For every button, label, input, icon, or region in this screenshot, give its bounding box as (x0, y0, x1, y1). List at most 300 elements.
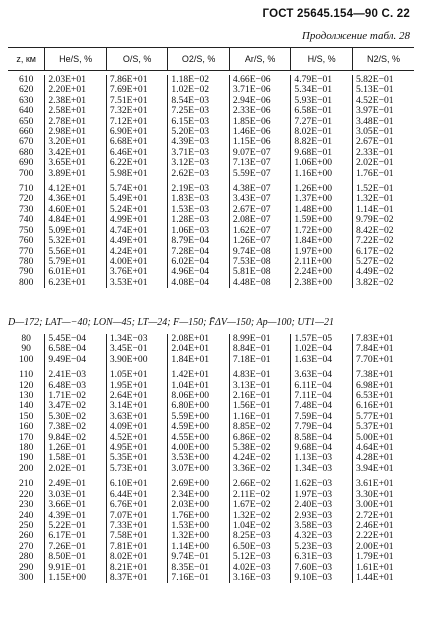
value-cell: 1.16E+00 (291, 169, 353, 179)
table-row (8, 278, 414, 288)
value-cell: 2.62E−03 (168, 169, 230, 179)
value-cell: 1.67E−02 (229, 500, 291, 510)
value-cell: 4.84E+01 (45, 215, 107, 225)
altitude-cell: 660 (18, 126, 34, 138)
value-cell: 1.28E−03 (168, 215, 230, 225)
value-cell: 2.66E−02 (229, 479, 291, 489)
value-cell: 1.58E−01 (45, 453, 107, 463)
value-cell: 4.64E+01 (352, 443, 414, 453)
value-cell: 5.74E+01 (106, 184, 168, 194)
value-cell: 3.63E+01 (106, 412, 168, 422)
value-cell: 4.39E−01 (45, 511, 107, 521)
value-cell: 7.51E+01 (106, 96, 168, 106)
table-row (8, 464, 414, 474)
table-row (8, 355, 414, 365)
column-header: H/S, % (291, 48, 353, 71)
value-cell: 1.16E−01 (229, 412, 291, 422)
value-cell: 5.24E+01 (106, 205, 168, 215)
altitude-cell: 230 (18, 499, 34, 511)
value-cell: 2.19E−03 (168, 184, 230, 194)
standard-header: ГОСТ 25645.154—90 С. 22 (262, 8, 410, 20)
value-cell: 4.83E−01 (229, 370, 291, 380)
altitude-cell: 190 (18, 452, 34, 464)
value-cell: 2.78E+01 (45, 117, 107, 127)
value-cell: 3.89E+01 (45, 169, 107, 179)
value-cell: 5.59E+00 (168, 412, 230, 422)
value-cell: 5.13E−01 (352, 85, 414, 95)
column-header-row (8, 48, 414, 71)
value-cell: 7.13E−07 (229, 158, 291, 168)
value-cell: 2.02E−01 (352, 158, 414, 168)
altitude-cell: 170 (18, 431, 34, 443)
value-cell: 1.62E−07 (229, 226, 291, 236)
value-cell: 7.12E+01 (106, 117, 168, 127)
value-cell: 5.09E+01 (45, 226, 107, 236)
value-cell: 1.72E+00 (291, 226, 353, 236)
value-cell: 8.02E−01 (291, 127, 353, 137)
value-cell: 4.99E+01 (106, 215, 168, 225)
value-cell: 1.15E+00 (45, 573, 107, 583)
altitude-cell: 160 (18, 421, 34, 433)
value-cell: 6.58E−01 (291, 106, 353, 116)
value-cell: 7.26E−01 (45, 542, 107, 552)
value-cell: 5.32E+01 (45, 236, 107, 246)
value-cell: 5.98E+01 (106, 169, 168, 179)
value-cell: 2.98E+01 (45, 127, 107, 137)
value-cell: 2.03E+01 (45, 75, 107, 85)
altitude-cell: 760 (18, 235, 34, 247)
altitude-cell: 210 (18, 478, 34, 490)
altitude-cell: 140 (18, 400, 34, 412)
value-cell: 5.37E+01 (352, 422, 414, 432)
value-cell: 6.11E−04 (291, 381, 353, 391)
value-cell: 4.32E−03 (291, 531, 353, 541)
value-cell: 1.44E+01 (352, 573, 414, 583)
altitude-cell: 640 (18, 105, 34, 117)
value-cell: 1.42E+01 (168, 370, 230, 380)
value-cell: 6.44E+01 (106, 490, 168, 500)
value-cell: 1.53E+00 (168, 521, 230, 531)
value-cell: 2.41E−03 (45, 370, 107, 380)
value-cell: 1.26E−07 (229, 236, 291, 246)
value-cell: 4.59E+00 (168, 422, 230, 432)
value-cell: 1.59E+00 (291, 215, 353, 225)
value-cell: 3.48E−01 (352, 117, 414, 127)
value-cell: 7.27E−01 (291, 117, 353, 127)
value-cell: 3.90E+00 (106, 355, 168, 365)
value-cell: 3.07E+00 (168, 464, 230, 474)
column-header: Ar/S, % (229, 48, 291, 71)
value-cell: 2.08E+01 (168, 334, 230, 344)
value-cell: 9.91E−01 (45, 563, 107, 573)
value-cell: 5.00E+01 (352, 433, 414, 443)
altitude-cell: 180 (18, 442, 34, 454)
value-cell: 4.00E+01 (106, 257, 168, 267)
value-cell: 1.48E+00 (291, 205, 353, 215)
value-cell: 6.80E+00 (168, 401, 230, 411)
altitude-cell: 120 (18, 379, 34, 391)
value-cell: 7.38E−02 (45, 422, 107, 432)
value-cell: 6.01E+01 (45, 267, 107, 277)
value-cell: 8.84E−01 (229, 344, 291, 354)
value-cell: 9.74E−08 (229, 247, 291, 257)
value-cell: 2.38E+01 (45, 96, 107, 106)
value-cell: 7.32E+01 (106, 106, 168, 116)
value-cell: 2.22E+01 (352, 531, 414, 541)
value-cell: 7.86E+01 (106, 75, 168, 85)
value-cell: 7.79E−04 (291, 422, 353, 432)
value-cell: 4.12E+01 (45, 184, 107, 194)
column-header: O/S, % (106, 48, 168, 71)
value-cell: 1.79E+01 (352, 552, 414, 562)
value-cell: 3.76E+01 (106, 267, 168, 277)
value-cell: 3.82E−02 (352, 278, 414, 288)
value-cell: 5.49E+01 (106, 194, 168, 204)
value-cell: 1.76E−01 (352, 169, 414, 179)
altitude-cell: 610 (18, 74, 34, 85)
value-cell: 1.34E−03 (291, 464, 353, 474)
value-cell: 3.12E−03 (168, 158, 230, 168)
value-cell: 6.58E−04 (45, 344, 107, 354)
value-cell: 8.21E+01 (106, 563, 168, 573)
value-cell: 6.86E−02 (229, 433, 291, 443)
value-cell: 5.93E−01 (291, 96, 353, 106)
altitude-cell: 300 (18, 571, 34, 583)
value-cell: 8.50E−01 (45, 552, 107, 562)
value-cell: 3.71E−03 (168, 148, 230, 158)
value-cell: 6.22E+01 (106, 158, 168, 168)
value-cell: 9.68E−01 (291, 148, 353, 158)
value-cell: 2.72E+01 (352, 511, 414, 521)
value-cell: 3.30E+01 (352, 490, 414, 500)
value-cell: 6.16E+01 (352, 401, 414, 411)
value-cell: 5.82E−01 (352, 75, 414, 85)
value-cell: 3.36E−02 (229, 464, 291, 474)
value-cell: 1.18E−02 (168, 75, 230, 85)
value-cell: 3.47E−02 (45, 401, 107, 411)
value-cell: 6.23E+01 (45, 278, 107, 288)
altitude-cell: 280 (18, 551, 34, 563)
altitude-cell: 700 (18, 167, 34, 179)
value-cell: 6.17E−02 (352, 247, 414, 257)
value-cell: 5.30E−02 (45, 412, 107, 422)
value-cell: 4.96E−04 (168, 267, 230, 277)
altitude-cell: 630 (18, 94, 34, 106)
value-cell: 9.68E−04 (291, 443, 353, 453)
value-cell: 1.84E+01 (168, 355, 230, 365)
value-cell: 7.53E−08 (229, 257, 291, 267)
value-cell: 1.62E−03 (291, 479, 353, 489)
value-cell: 7.84E+01 (352, 344, 414, 354)
altitude-cell: 740 (18, 214, 34, 226)
altitude-cell: 800 (18, 276, 34, 288)
value-cell: 4.39E−03 (168, 137, 230, 147)
value-cell: 4.49E+01 (106, 236, 168, 246)
value-cell: 3.20E+01 (45, 137, 107, 147)
value-cell: 4.49E−02 (352, 267, 414, 277)
value-cell: 1.95E+01 (106, 381, 168, 391)
altitude-cell: 150 (18, 410, 34, 422)
value-cell: 4.60E+01 (45, 205, 107, 215)
value-cell: 4.52E−01 (352, 96, 414, 106)
value-cell: 6.31E−03 (291, 552, 353, 562)
value-cell: 4.28E+01 (352, 453, 414, 463)
column-header: O2/S, % (168, 48, 230, 71)
value-cell: 4.66E−06 (229, 75, 291, 85)
value-cell: 1.84E+00 (291, 236, 353, 246)
value-cell: 5.34E−01 (291, 85, 353, 95)
value-cell: 7.81E+01 (106, 542, 168, 552)
table-row (8, 169, 414, 179)
value-cell: 1.32E+00 (168, 531, 230, 541)
value-cell: 4.24E+01 (106, 247, 168, 257)
value-cell: 3.97E−01 (352, 106, 414, 116)
value-cell: 2.03E+00 (168, 500, 230, 510)
value-cell: 1.02E−02 (168, 85, 230, 95)
value-cell: 1.71E−02 (45, 391, 107, 401)
value-cell: 5.23E−03 (291, 542, 353, 552)
value-cell: 5.35E+01 (106, 453, 168, 463)
value-cell: 7.07E+01 (106, 511, 168, 521)
value-cell: 5.38E−02 (229, 443, 291, 453)
value-cell: 2.20E+01 (45, 85, 107, 95)
value-cell: 5.20E−03 (168, 127, 230, 137)
altitude-cell: 750 (18, 224, 34, 236)
value-cell: 1.63E−04 (291, 355, 353, 365)
altitude-cell: 690 (18, 157, 34, 169)
value-cell: 1.06E+00 (291, 158, 353, 168)
altitude-cell: 780 (18, 255, 34, 267)
value-cell: 1.15E−06 (229, 137, 291, 147)
value-cell: 5.22E−01 (45, 521, 107, 531)
value-cell: 7.28E−04 (168, 247, 230, 257)
value-cell: 2.11E+00 (291, 257, 353, 267)
value-cell: 7.83E+01 (352, 334, 414, 344)
value-cell: 1.61E+01 (352, 563, 414, 573)
altitude-cell: 220 (18, 488, 34, 500)
value-cell: 7.11E−04 (291, 391, 353, 401)
value-cell: 3.71E−06 (229, 85, 291, 95)
value-cell: 3.63E−04 (291, 370, 353, 380)
value-cell: 2.69E+00 (168, 479, 230, 489)
value-cell: 9.79E−02 (352, 215, 414, 225)
column-header: N2/S, % (352, 48, 414, 71)
value-cell: 4.24E−02 (229, 453, 291, 463)
value-cell: 3.94E+01 (352, 464, 414, 474)
value-cell: 1.26E−01 (45, 443, 107, 453)
value-cell: 8.79E−04 (168, 236, 230, 246)
value-cell: 8.37E+01 (106, 573, 168, 583)
value-cell: 5.77E+01 (352, 412, 414, 422)
value-cell: 5.81E−08 (229, 267, 291, 277)
value-cell: 1.13E−03 (291, 453, 353, 463)
value-cell: 4.74E+01 (106, 226, 168, 236)
altitude-cell: 770 (18, 245, 34, 257)
value-cell: 4.52E+01 (106, 433, 168, 443)
value-cell: 3.45E−01 (106, 344, 168, 354)
value-cell: 7.38E+01 (352, 370, 414, 380)
value-cell: 9.07E−07 (229, 148, 291, 158)
value-cell: 3.03E−01 (45, 490, 107, 500)
altitude-cell: 90 (21, 343, 31, 355)
value-cell: 8.06E+00 (168, 391, 230, 401)
value-cell: 8.25E−03 (229, 531, 291, 541)
value-cell: 1.46E−06 (229, 127, 291, 137)
altitude-cell: 250 (18, 519, 34, 531)
value-cell: 2.64E+01 (106, 391, 168, 401)
value-cell: 2.33E−01 (352, 148, 414, 158)
value-cell: 3.66E−01 (45, 500, 107, 510)
altitude-cell: 110 (19, 369, 34, 381)
value-cell: 4.38E−07 (229, 184, 291, 194)
value-cell: 1.52E−01 (352, 184, 414, 194)
value-cell: 3.53E+00 (168, 453, 230, 463)
value-cell: 6.76E+01 (106, 500, 168, 510)
value-cell: 2.00E+01 (352, 542, 414, 552)
value-cell: 6.53E+01 (352, 391, 414, 401)
value-cell: 9.10E−03 (291, 573, 353, 583)
altitude-cell: 620 (18, 84, 34, 96)
value-cell: 9.49E−04 (45, 355, 107, 365)
value-cell: 7.33E+01 (106, 521, 168, 531)
altitude-cell: 730 (18, 203, 34, 215)
value-cell: 6.10E+01 (106, 479, 168, 489)
value-cell: 3.14E+01 (106, 401, 168, 411)
data-table-upper (8, 75, 414, 288)
value-cell: 6.15E−03 (168, 117, 230, 127)
altitude-cell: 240 (18, 509, 34, 521)
value-cell: 2.11E−02 (229, 490, 291, 500)
model-conditions-line: D—172; LAT—−40; LON—45; LT—24; F—150; F̄ΔV—150; Ap—100; UT1—21 (8, 317, 335, 328)
value-cell: 5.59E−07 (229, 169, 291, 179)
altitude-cell: 650 (18, 115, 34, 127)
value-cell: 1.06E−03 (168, 226, 230, 236)
altitude-cell: 270 (18, 540, 34, 552)
value-cell: 8.82E−01 (291, 137, 353, 147)
value-cell: 8.42E−02 (352, 226, 414, 236)
value-cell: 1.32E−02 (229, 511, 291, 521)
value-cell: 1.14E+00 (168, 542, 230, 552)
value-cell: 7.22E−02 (352, 236, 414, 246)
altitude-cell: 260 (18, 530, 34, 542)
value-cell: 5.56E+01 (45, 247, 107, 257)
table-row (8, 500, 414, 510)
value-cell: 7.69E+01 (106, 85, 168, 95)
value-cell: 4.08E−04 (168, 278, 230, 288)
altitude-cell: 80 (21, 333, 31, 344)
value-cell: 3.00E+01 (352, 500, 414, 510)
value-cell: 4.09E+01 (106, 422, 168, 432)
value-cell: 2.49E−01 (45, 479, 107, 489)
value-cell: 6.46E+01 (106, 148, 168, 158)
value-cell: 9.84E−02 (45, 433, 107, 443)
value-cell: 1.56E−01 (229, 401, 291, 411)
value-cell: 1.26E+00 (291, 184, 353, 194)
value-cell: 1.04E+01 (168, 381, 230, 391)
altitude-cell: 790 (18, 266, 34, 278)
altitude-cell: 680 (18, 146, 34, 158)
value-cell: 7.16E−01 (168, 573, 230, 583)
value-cell: 5.45E−04 (45, 334, 107, 344)
table-row (8, 236, 414, 246)
value-cell: 2.04E+01 (168, 344, 230, 354)
table-continuation-caption: Продолжение табл. 28 (301, 30, 410, 42)
value-cell: 5.12E−03 (229, 552, 291, 562)
value-cell: 4.36E+01 (45, 194, 107, 204)
value-cell: 2.40E−03 (291, 500, 353, 510)
value-cell: 6.90E+01 (106, 127, 168, 137)
value-cell: 3.43E−07 (229, 194, 291, 204)
value-cell: 1.97E−03 (291, 490, 353, 500)
value-cell: 1.97E+00 (291, 247, 353, 257)
value-cell: 1.04E−02 (229, 521, 291, 531)
value-cell: 2.16E−01 (229, 391, 291, 401)
value-cell: 4.48E−08 (229, 278, 291, 288)
value-cell: 1.37E+00 (291, 194, 353, 204)
value-cell: 1.14E−01 (352, 205, 414, 215)
value-cell: 1.32E−01 (352, 194, 414, 204)
altitude-cell: 670 (18, 136, 34, 148)
value-cell: 2.08E−07 (229, 215, 291, 225)
value-cell: 3.65E+01 (45, 158, 107, 168)
value-cell: 7.59E−04 (291, 412, 353, 422)
altitude-cell: 710 (18, 183, 34, 195)
value-cell: 8.85E−02 (229, 422, 291, 432)
value-cell: 7.60E−03 (291, 563, 353, 573)
column-header: z, км (8, 48, 45, 71)
value-cell: 4.95E+01 (106, 443, 168, 453)
value-cell: 7.25E−03 (168, 106, 230, 116)
value-cell: 4.79E−01 (291, 75, 353, 85)
value-cell: 5.73E+01 (106, 464, 168, 474)
value-cell: 2.34E+00 (168, 490, 230, 500)
value-cell: 8.02E+01 (106, 552, 168, 562)
value-cell: 2.67E−07 (229, 205, 291, 215)
value-cell: 1.05E+01 (106, 370, 168, 380)
value-cell: 1.02E−04 (291, 344, 353, 354)
value-cell: 1.76E+00 (168, 511, 230, 521)
value-cell: 1.53E−03 (168, 205, 230, 215)
altitude-cell: 130 (18, 390, 34, 402)
value-cell: 4.55E+00 (168, 433, 230, 443)
altitude-cell: 100 (18, 353, 34, 365)
table-row (8, 573, 414, 583)
value-cell: 2.38E+00 (291, 278, 353, 288)
value-cell: 6.50E−03 (229, 542, 291, 552)
value-cell: 2.33E−06 (229, 106, 291, 116)
value-cell: 6.68E+01 (106, 137, 168, 147)
value-cell: 8.54E−03 (168, 96, 230, 106)
value-cell: 4.02E−03 (229, 563, 291, 573)
value-cell: 1.83E−03 (168, 194, 230, 204)
altitude-cell: 290 (18, 561, 34, 573)
altitude-cell: 200 (18, 462, 34, 474)
value-cell: 1.57E−05 (291, 334, 353, 344)
value-cell: 2.58E+01 (45, 106, 107, 116)
value-cell: 3.53E+01 (106, 278, 168, 288)
value-cell: 3.16E−03 (229, 573, 291, 583)
value-cell: 3.61E+01 (352, 479, 414, 489)
value-cell: 3.42E+01 (45, 148, 107, 158)
value-cell: 8.99E−01 (229, 334, 291, 344)
column-header-table (8, 47, 414, 71)
value-cell: 4.00E+00 (168, 443, 230, 453)
value-cell: 6.17E−01 (45, 531, 107, 541)
value-cell: 2.24E+00 (291, 267, 353, 277)
value-cell: 2.46E+01 (352, 521, 414, 531)
value-cell: 3.58E−03 (291, 521, 353, 531)
value-cell: 2.67E−01 (352, 137, 414, 147)
